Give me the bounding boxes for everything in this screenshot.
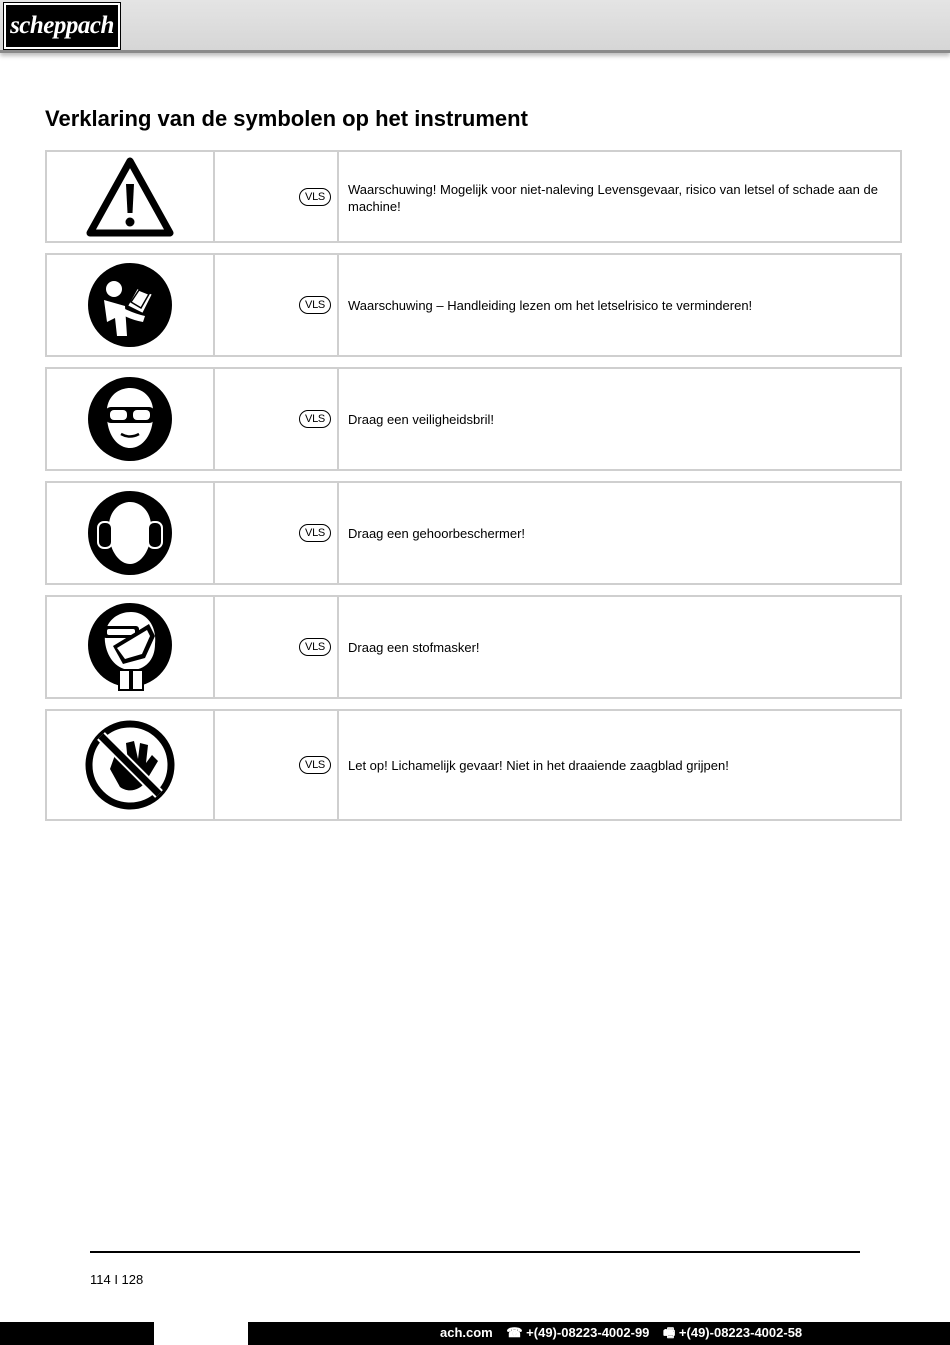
standard-cell — [215, 255, 339, 355]
vls-badge: VLS — [299, 756, 331, 774]
symbol-cell — [47, 597, 215, 697]
brand-logo: scheppach — [4, 3, 120, 49]
fax-number: 🖷 +(49)-08223-4002-58 — [663, 1325, 803, 1340]
vls-badge: VLS — [299, 638, 331, 656]
description-cell — [339, 483, 900, 583]
symbol-cell — [47, 711, 215, 819]
website-link[interactable]: ach.com — [440, 1325, 493, 1340]
standard-cell — [215, 597, 339, 697]
symbol-description: Waarschuwing – Handleiding lezen om het letselrisico te verminderen! — [348, 297, 753, 313]
warning-triangle-icon — [86, 157, 174, 237]
description-cell — [339, 711, 900, 819]
standard-cell — [215, 369, 339, 469]
vls-badge: VLS — [299, 524, 331, 542]
standard-cell — [215, 483, 339, 583]
footer-gap — [154, 1322, 248, 1345]
header-bar — [0, 0, 950, 53]
read-manual-icon — [87, 262, 173, 348]
symbol-cell — [47, 369, 215, 469]
ear-protection-icon — [87, 490, 173, 576]
vls-badge: VLS — [299, 188, 331, 206]
footer-contact — [440, 1322, 812, 1345]
symbol-row-manual — [45, 253, 902, 357]
symbol-description: Waarschuwing! Mogelijk voor niet-naleving Levensgevaar, risico van letsel of schade aan de machine! — [348, 182, 878, 214]
page-title: Verklaring van de symbolen op het instrument — [45, 106, 528, 131]
symbol-row-goggles — [45, 367, 902, 471]
symbol-cell — [47, 152, 215, 241]
safety-goggles-icon — [87, 376, 173, 462]
symbol-description: Draag een veiligheidsbril! — [348, 411, 494, 427]
no-hands-icon — [84, 719, 176, 811]
description-cell — [339, 255, 900, 355]
phone-number: ☎ +(49)-08223-4002-99 — [506, 1325, 650, 1340]
dust-mask-icon — [87, 602, 173, 692]
description-cell — [339, 369, 900, 469]
symbol-description: Draag een gehoorbeschermer! — [348, 525, 526, 541]
vls-badge: VLS — [299, 296, 331, 314]
symbol-row-warning — [45, 150, 902, 243]
footer-divider — [90, 1251, 860, 1253]
symbol-row-dust-mask — [45, 595, 902, 699]
page-number: 114 I 128 — [90, 1272, 144, 1287]
symbol-cell — [47, 483, 215, 583]
vls-badge: VLS — [299, 410, 331, 428]
description-cell — [339, 597, 900, 697]
symbol-row-ear-protection — [45, 481, 902, 585]
symbol-description: Draag een stofmasker! — [348, 639, 480, 655]
symbol-cell — [47, 255, 215, 355]
standard-cell — [215, 152, 339, 241]
standard-cell — [215, 711, 339, 819]
symbol-row-no-hands — [45, 709, 902, 821]
description-cell — [339, 152, 900, 241]
symbol-description: Let op! Lichamelijk gevaar! Niet in het draaiende zaagblad grijpen! — [348, 757, 729, 773]
footer-bar — [0, 1322, 950, 1345]
